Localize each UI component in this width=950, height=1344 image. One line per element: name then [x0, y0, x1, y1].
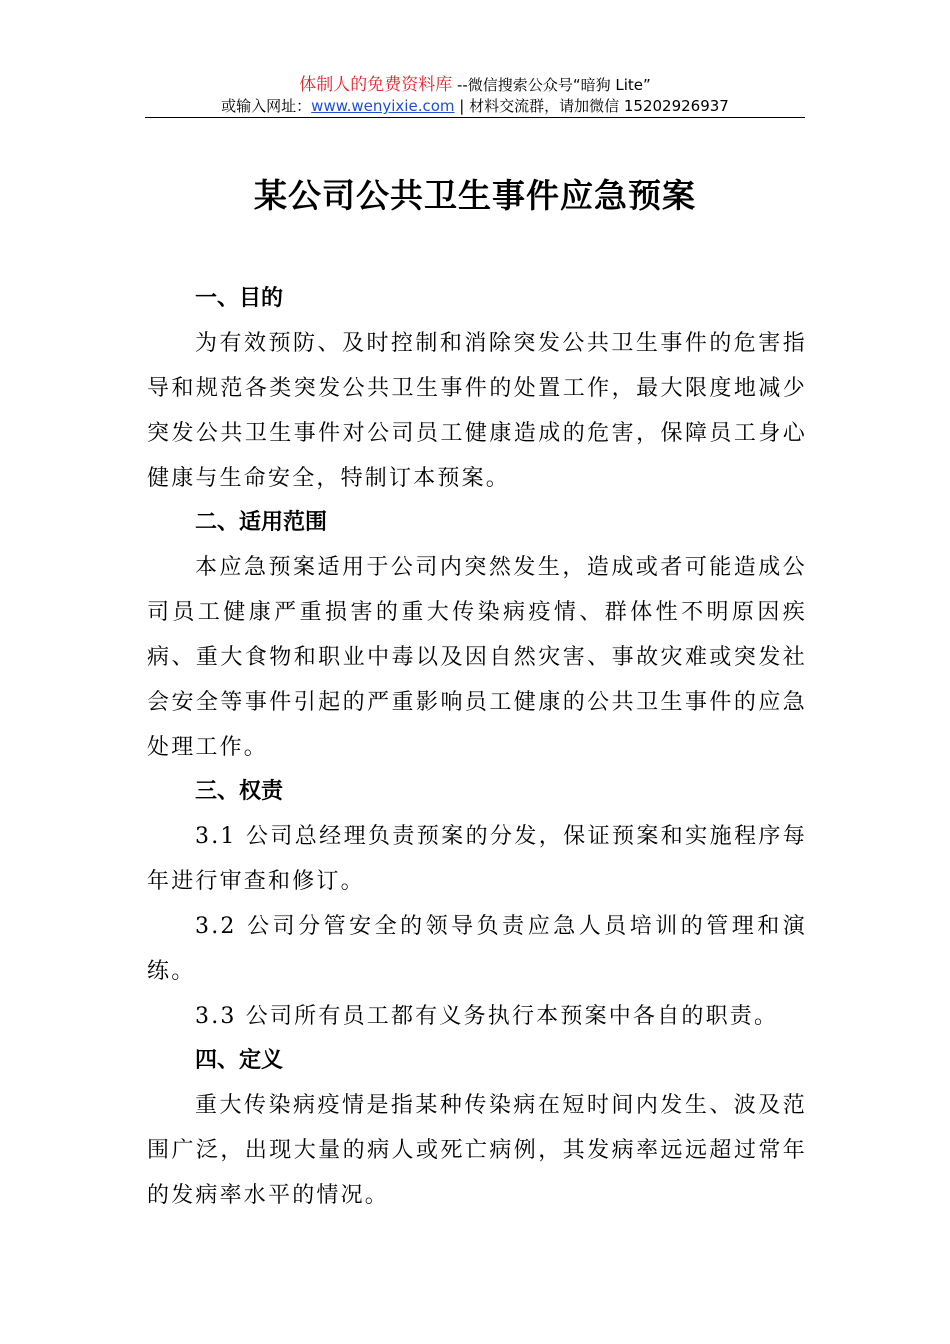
website-link[interactable]: www.wenyixie.com	[311, 97, 455, 115]
paragraph-purpose: 为有效预防、及时控制和消除突发公共卫生事件的危害指导和规范各类突发公共卫生事件的处置工作，最大限度地减少突发公共卫生事件对公司员工健康造成的危害，保障员工身心健康与生命安全，特制订本预案。	[147, 331, 807, 491]
watermark-header-line1	[0, 70, 950, 95]
contact-text: | 材料交流群，请加微信 15202926937	[454, 97, 729, 115]
paragraph-responsibility-3-2: 3.2 公司分管安全的领导负责应急人员培训的管理和演练。	[147, 914, 807, 984]
section-heading-definitions: 四、定义	[195, 1048, 284, 1073]
section-heading-scope: 二、适用范围	[195, 510, 328, 535]
section-heading-responsibilities: 三、权责	[195, 779, 284, 804]
section-heading-purpose: 一、目的	[195, 286, 284, 311]
paragraph-definition: 重大传染病疫情是指某种传染病在短时间内发生、波及范围广泛，出现大量的病人或死亡病例，其发病率远远超过常年的发病率水平的情况。	[147, 1093, 807, 1208]
wechat-text: --微信搜索公众号“暗狗 Lite”	[452, 76, 651, 94]
paragraph-responsibility-3-1: 3.1 公司总经理负责预案的分发，保证预案和实施程序每年进行审查和修订。	[147, 824, 807, 894]
brand-text: 体制人的免费资料库	[299, 75, 453, 95]
paragraph-scope: 本应急预案适用于公司内突然发生，造成或者可能造成公司员工健康严重损害的重大传染病疫情、群体性不明原因疾病、重大食物和职业中毒以及因自然灾害、事故灾难或突发社会安全等事件引起的严重影响员工健康的公共卫生事件的应急处理工作。	[147, 555, 807, 760]
paragraph-responsibility-3-3: 3.3 公司所有员工都有义务执行本预案中各自的职责。	[195, 1004, 779, 1029]
document-body	[147, 277, 807, 1218]
document-title: 某公司公共卫生事件应急预案	[254, 176, 696, 215]
header-divider	[145, 117, 805, 118]
watermark-header-line2	[0, 95, 950, 116]
url-label: 或输入网址：	[221, 97, 312, 115]
